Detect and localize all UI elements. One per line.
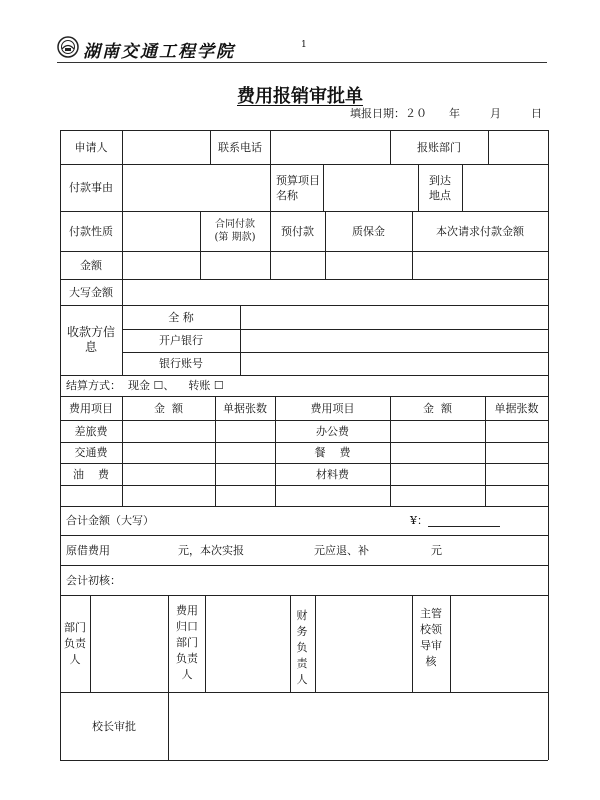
payment-reason-field[interactable] bbox=[122, 164, 270, 211]
page-number: 1 bbox=[301, 40, 307, 50]
total-words-label: 合计金额（大写） bbox=[66, 514, 154, 527]
expense-header-count-left: 单据张数 bbox=[223, 401, 267, 415]
dept-label: 报账部门 bbox=[417, 140, 461, 154]
expense-transport: 交通费 bbox=[74, 446, 108, 459]
payee-name-field[interactable] bbox=[240, 305, 548, 329]
cost-owner-label: 费用归口部门负责人 bbox=[176, 604, 198, 681]
dept-head-label: 部门负责人 bbox=[64, 621, 86, 666]
destination-label: 到达地点 bbox=[429, 173, 451, 202]
payment-nature-field[interactable] bbox=[122, 211, 200, 251]
destination-field[interactable] bbox=[462, 164, 548, 211]
payee-account-field[interactable] bbox=[240, 352, 548, 375]
expense-header-item-left: 费用项目 bbox=[69, 401, 113, 415]
finance-head-signature[interactable] bbox=[315, 595, 412, 692]
expense-header-count-right: 单据张数 bbox=[494, 401, 539, 415]
deposit-label: 质保金 bbox=[352, 224, 385, 238]
applicant-label: 申请人 bbox=[74, 140, 108, 154]
expense-travel: 差旅费 bbox=[74, 424, 108, 438]
expense-header-amount-left: 金 额 bbox=[154, 401, 183, 415]
president-signature[interactable] bbox=[168, 692, 548, 760]
form-title: 费用报销审批单 bbox=[237, 86, 363, 107]
dept-field[interactable] bbox=[488, 130, 548, 164]
payee-account-label: 银行账号 bbox=[159, 357, 203, 370]
leader-review-signature[interactable] bbox=[450, 595, 548, 692]
finance-head-label: 财务负责人 bbox=[296, 609, 308, 686]
phone-field[interactable] bbox=[270, 130, 390, 164]
budget-item-field[interactable] bbox=[323, 164, 418, 211]
expense-header-amount-right: 金 额 bbox=[423, 401, 452, 415]
payee-bank-label: 开户银行 bbox=[159, 334, 203, 347]
leader-review-label: 主管校领导审核 bbox=[420, 607, 442, 668]
expense-fuel: 油 费 bbox=[73, 467, 109, 481]
page-header bbox=[57, 36, 547, 63]
payee-bank-field[interactable] bbox=[240, 329, 548, 352]
budget-item-label: 预算项目名称 bbox=[276, 173, 320, 202]
expense-header-item-right: 费用项目 bbox=[310, 401, 355, 415]
amount-request-field[interactable] bbox=[412, 251, 548, 279]
expense-materials: 材料费 bbox=[316, 467, 349, 481]
cost-owner-signature[interactable] bbox=[205, 595, 290, 692]
payment-nature-label: 付款性质 bbox=[69, 224, 113, 238]
president-label: 校长审批 bbox=[92, 719, 136, 733]
amount-words-label: 大写金额 bbox=[69, 285, 113, 299]
amount-contract-field[interactable] bbox=[200, 251, 270, 279]
amount-nature-field[interactable] bbox=[122, 251, 200, 279]
reimbursement-balance: 原借费用 元，本次实报 元应退、补 元 bbox=[66, 543, 442, 557]
phone-label: 联系电话 bbox=[218, 140, 262, 154]
current-request-label: 本次请求付款金额 bbox=[436, 224, 524, 238]
expense-meals: 餐 费 bbox=[314, 446, 351, 459]
accounting-review-label: 会计初核： bbox=[66, 573, 121, 587]
payee-name-label: 全 称 bbox=[168, 310, 194, 324]
school-logo-icon bbox=[57, 36, 79, 58]
total-yen[interactable]: ¥： bbox=[410, 506, 530, 535]
advance-label: 预付款 bbox=[281, 224, 314, 238]
applicant-field[interactable] bbox=[122, 130, 210, 164]
expense-office: 办公费 bbox=[316, 424, 349, 438]
amount-advance-field[interactable] bbox=[270, 251, 325, 279]
contract-payment-label: 合同付款 (第 期款) bbox=[214, 219, 256, 243]
payment-reason-label: 付款事由 bbox=[69, 181, 113, 194]
school-name: 湖南交通工程学院 bbox=[83, 42, 235, 62]
dept-head-signature[interactable] bbox=[90, 595, 168, 692]
amount-deposit-field[interactable] bbox=[325, 251, 412, 279]
fill-date: 填报日期：２０ 年 月 日 bbox=[350, 107, 542, 120]
amount-words-field[interactable] bbox=[122, 279, 548, 305]
payee-info-label: 收款方信息 bbox=[66, 325, 115, 354]
settlement-method[interactable]: 结算方式： 现金 ☐、 转账 ☐ bbox=[66, 379, 224, 392]
amount-label: 金额 bbox=[80, 258, 102, 272]
